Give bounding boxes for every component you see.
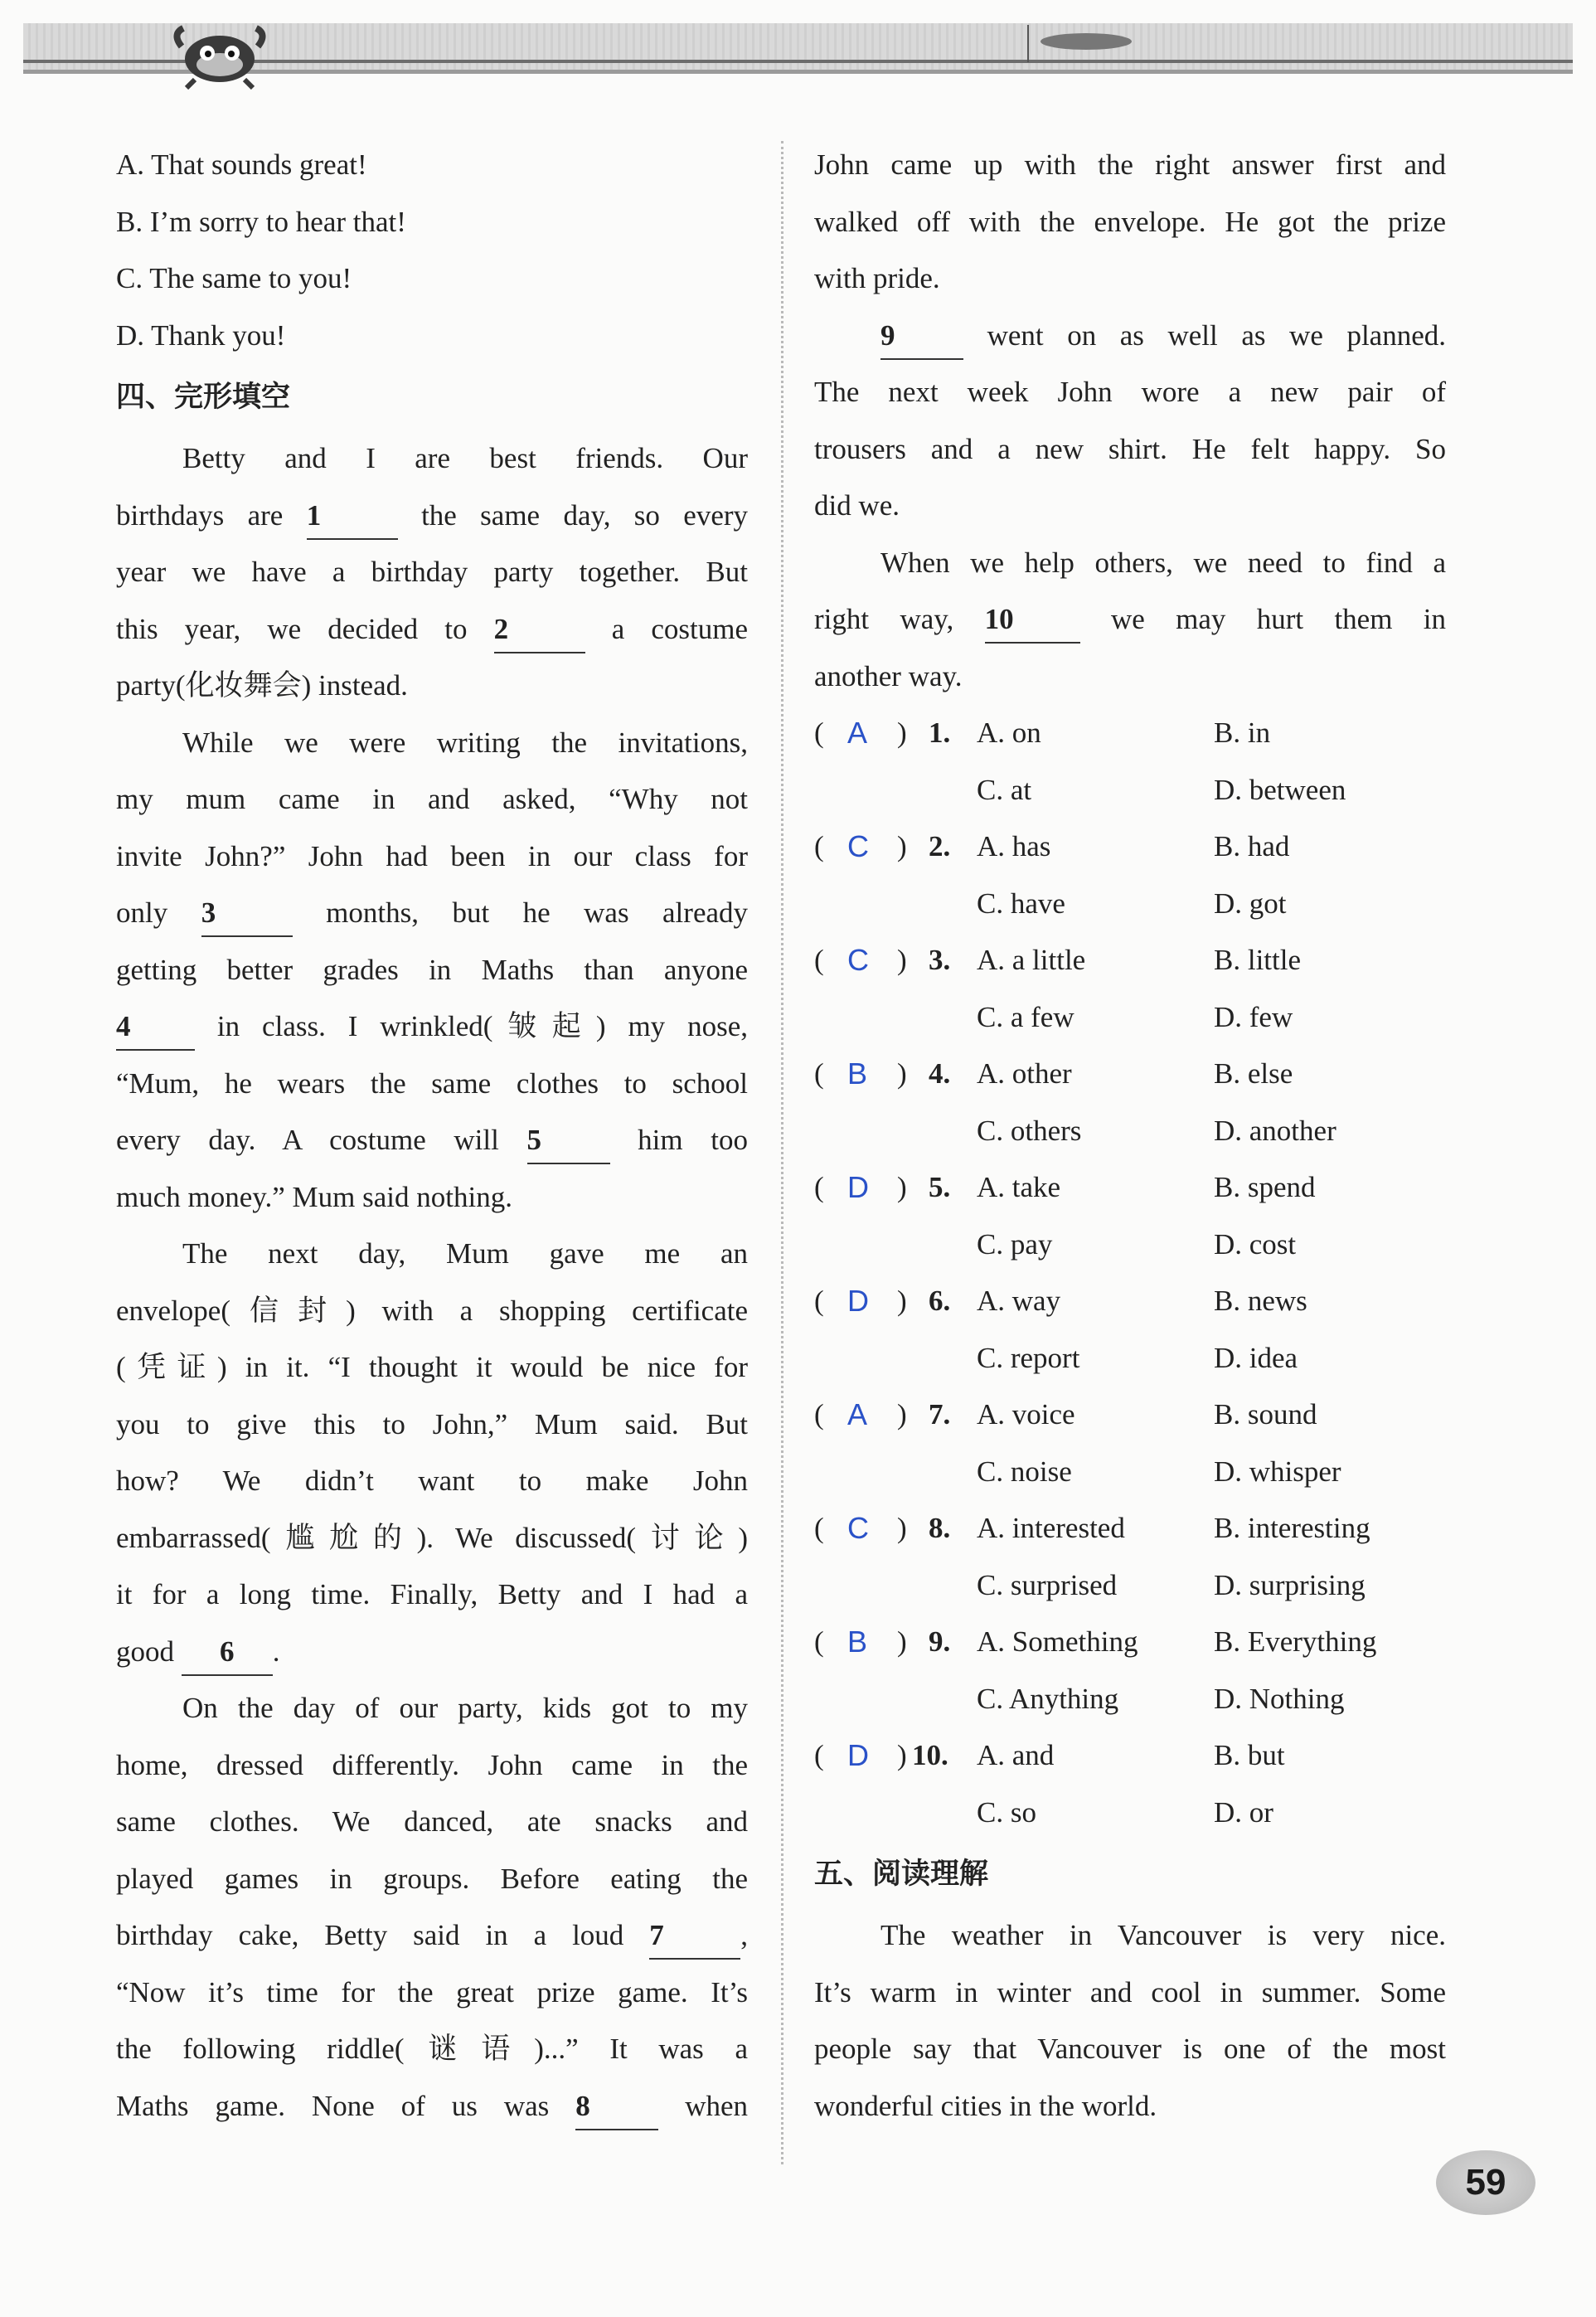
- question-row: [814, 1614, 1446, 1671]
- text-fragment: birthdays are: [116, 498, 284, 532]
- blank-5: 5: [527, 1120, 610, 1164]
- option-c: C. have: [977, 886, 1065, 920]
- paren-open: (: [814, 1625, 824, 1658]
- answer-mark: A: [847, 716, 868, 750]
- text-fragment: we may hurt them in: [1110, 603, 1447, 635]
- answer-mark: C: [847, 943, 869, 977]
- text-line: The weather in Vancouver is very nice.: [880, 1919, 1446, 1951]
- question-row: [814, 989, 1446, 1047]
- question-number: 5.: [929, 1171, 951, 1203]
- option-d: D. or: [1214, 1795, 1273, 1829]
- text-line: year we have a birthday party together. But: [116, 556, 748, 588]
- text-fragment: this year, we decided to: [116, 612, 468, 645]
- paren-open: (: [814, 1057, 824, 1090]
- paren-open: (: [814, 1398, 824, 1431]
- question-row: [814, 1217, 1446, 1274]
- question-number: 6.: [929, 1285, 951, 1317]
- text-fragment: Maths game. None of us was: [116, 2089, 550, 2122]
- text-fragment: ,: [740, 1919, 748, 1951]
- paren-close: ): [897, 1057, 907, 1090]
- option-prev-d: D. Thank you!: [116, 318, 286, 352]
- answer-mark: D: [847, 1170, 869, 1204]
- text-line: [116, 488, 748, 545]
- question-number: 4.: [929, 1057, 951, 1090]
- blank-3: 3: [201, 892, 293, 937]
- blank-9: 9: [880, 315, 963, 360]
- answer-mark: B: [847, 1056, 868, 1090]
- option-c: C. a few: [977, 1000, 1075, 1033]
- option-c: C. noise: [977, 1455, 1072, 1488]
- option-b: B. but: [1214, 1739, 1285, 1771]
- text-fragment: him too: [638, 1124, 748, 1156]
- section-title-cloze: 四、完形填空: [116, 381, 291, 414]
- text-line: invite John?” John had been in our class for: [116, 839, 748, 872]
- text-fragment: good: [116, 1635, 174, 1668]
- question-row: [814, 1387, 1446, 1444]
- text-line: The next day, Mum gave me an: [182, 1237, 748, 1270]
- blank-10: 10: [985, 599, 1080, 644]
- blank-6: 6: [182, 1631, 273, 1676]
- option-d: D. few: [1214, 1000, 1293, 1033]
- option-b: B. in: [1214, 716, 1271, 749]
- left-column: [116, 137, 748, 2135]
- option-d: D. between: [1214, 773, 1346, 806]
- text-line: walked off with the envelope. He got the prize: [814, 205, 1446, 238]
- text-line: [116, 998, 748, 1056]
- paren-close: ): [897, 1398, 907, 1431]
- text-line: The next week John wore a new pair of: [814, 376, 1446, 408]
- text-line: On the day of our party, kids got to my: [182, 1692, 748, 1724]
- question-row: [814, 1103, 1446, 1160]
- text-line: home, dressed differently. John came in the: [116, 1748, 748, 1781]
- text-fragment: .: [272, 1635, 280, 1668]
- text-line: [116, 2078, 748, 2135]
- question-number: 7.: [929, 1398, 951, 1431]
- text-line: [814, 308, 1446, 365]
- option-a: A. has: [977, 830, 1051, 862]
- option-c: C. Anything: [977, 1682, 1119, 1715]
- option-d: D. idea: [1214, 1341, 1298, 1374]
- question-row: [814, 1159, 1446, 1217]
- column-divider: [781, 141, 783, 2164]
- question-row: [814, 1727, 1446, 1785]
- question-row: [814, 705, 1446, 762]
- text-line: did we.: [814, 489, 900, 522]
- crab-mascot-icon: [170, 13, 269, 90]
- paren-close: ): [897, 1512, 907, 1544]
- option-a: A. voice: [977, 1398, 1075, 1431]
- text-line: John came up with the right answer first and: [814, 148, 1446, 181]
- page-number: 59: [1436, 2150, 1535, 2215]
- text-line: another way.: [814, 659, 963, 692]
- text-line: When we help others, we need to find a: [880, 546, 1446, 579]
- option-c: C. others: [977, 1114, 1082, 1147]
- text-fragment: in class. I wrinkled(皱起) my nose,: [216, 1010, 748, 1042]
- paren-close: ): [897, 716, 907, 749]
- blank-4: 4: [116, 1006, 195, 1051]
- option-a: A. and: [977, 1739, 1055, 1771]
- question-row: [814, 876, 1446, 933]
- text-line: [116, 1907, 748, 1965]
- header-deco-icon: [1020, 25, 1136, 62]
- question-row: [814, 818, 1446, 876]
- option-b: B. had: [1214, 830, 1290, 862]
- question-row: [814, 1330, 1446, 1387]
- text-line: my mum came in and asked, “Why not: [116, 783, 748, 815]
- question-row: [814, 932, 1446, 989]
- text-fragment: birthday cake, Betty said in a loud: [116, 1919, 624, 1951]
- option-a: A. a little: [977, 944, 1086, 976]
- option-b: B. Everything: [1214, 1625, 1377, 1658]
- blank-8: 8: [575, 2086, 658, 2130]
- question-row: [814, 1500, 1446, 1557]
- paren-open: (: [814, 1512, 824, 1544]
- option-d: D. whisper: [1214, 1455, 1341, 1488]
- question-row: [814, 762, 1446, 819]
- text-line: trousers and a new shirt. He felt happy. So: [814, 432, 1446, 465]
- text-line: you to give this to John,” Mum said. But: [116, 1407, 748, 1440]
- option-b: B. interesting: [1214, 1512, 1370, 1544]
- question-row: [814, 1785, 1446, 1842]
- paren-open: (: [814, 1285, 824, 1317]
- paren-close: ): [897, 944, 907, 976]
- option-a: A. other: [977, 1057, 1072, 1090]
- question-number: 3.: [929, 944, 951, 976]
- text-line: (凭证) in it. “I thought it would be nice for: [116, 1351, 748, 1383]
- blank-7: 7: [649, 1915, 740, 1960]
- option-b: B. sound: [1214, 1398, 1317, 1431]
- text-line: people say that Vancouver is one of the most: [814, 2033, 1446, 2065]
- text-line: [814, 591, 1446, 648]
- text-line: with pride.: [814, 262, 940, 294]
- option-c: C. surprised: [977, 1568, 1118, 1601]
- text-fragment: every day. A costume will: [116, 1124, 499, 1156]
- question-number: 2.: [929, 830, 951, 862]
- question-row: [814, 1046, 1446, 1103]
- option-b: B. spend: [1214, 1171, 1316, 1203]
- paren-open: (: [814, 830, 824, 862]
- text-fragment: went on as well as we planned.: [987, 318, 1446, 352]
- text-line: embarrassed(尴尬的). We discussed(讨论): [116, 1521, 748, 1554]
- option-d: D. another: [1214, 1114, 1336, 1147]
- text-line: how? We didn’t want to make John: [116, 1465, 748, 1497]
- answer-mark: D: [847, 1284, 869, 1318]
- option-prev-b: B. I’m sorry to hear that!: [116, 205, 406, 238]
- question-row: [814, 1671, 1446, 1728]
- paren-open: (: [814, 944, 824, 976]
- answer-mark: A: [847, 1397, 868, 1431]
- option-c: C. so: [977, 1795, 1036, 1829]
- text-line: played games in groups. Before eating the: [116, 1862, 748, 1895]
- text-fragment: a costume: [611, 612, 749, 645]
- text-line: party(化妆舞会) instead.: [116, 669, 408, 702]
- text-fragment: when: [685, 2089, 749, 2122]
- text-line: envelope(信封) with a shopping certificate: [116, 1294, 748, 1327]
- option-prev-a: A. That sounds great!: [116, 148, 367, 181]
- question-list: [814, 705, 1446, 1841]
- answer-mark: C: [847, 1511, 869, 1545]
- option-b: B. else: [1214, 1057, 1293, 1090]
- paren-open: (: [814, 1171, 824, 1203]
- question-number: 9.: [929, 1625, 951, 1658]
- option-a: A. take: [977, 1171, 1061, 1203]
- text-fragment: months, but he was already: [326, 896, 749, 929]
- paren-open: (: [814, 716, 824, 749]
- option-d: D. got: [1214, 886, 1287, 920]
- paren-close: ): [897, 1739, 907, 1771]
- paren-close: ): [897, 1625, 907, 1658]
- option-a: A. way: [977, 1285, 1061, 1317]
- text-line: Betty and I are best friends. Our: [182, 442, 748, 474]
- text-line: wonderful cities in the world.: [814, 2089, 1157, 2122]
- option-c: C. at: [977, 773, 1032, 806]
- text-fragment: the same day, so every: [421, 498, 749, 532]
- text-line: “Mum, he wears the same clothes to school: [116, 1066, 748, 1100]
- text-line: the following riddle(谜语)...” It was a: [116, 2033, 748, 2065]
- text-line: it for a long time. Finally, Betty and I had a: [116, 1578, 748, 1610]
- option-b: B. little: [1214, 944, 1301, 976]
- answer-mark: D: [847, 1738, 869, 1772]
- paren-close: ): [897, 1285, 907, 1317]
- question-number: 8.: [929, 1512, 951, 1544]
- paren-close: ): [897, 830, 907, 862]
- blank-2: 2: [494, 609, 585, 653]
- question-row: [814, 1273, 1446, 1330]
- text-line: same clothes. We danced, ate snacks and: [116, 1805, 748, 1838]
- text-fragment: right way,: [814, 603, 954, 635]
- section-title-reading: 五、阅读理解: [814, 1858, 989, 1891]
- option-a: A. on: [977, 716, 1041, 749]
- option-b: B. news: [1214, 1285, 1307, 1317]
- question-number: 1.: [929, 716, 951, 749]
- question-row: [814, 1557, 1446, 1615]
- text-line: While we were writing the invitations,: [182, 726, 748, 759]
- text-line: [116, 1624, 748, 1681]
- text-line: much money.” Mum said nothing.: [116, 1180, 512, 1213]
- option-a: A. Something: [977, 1625, 1138, 1658]
- right-column: [814, 137, 1446, 2135]
- text-fragment: only: [116, 896, 168, 929]
- text-line: “Now it’s time for the great prize game. It’s: [116, 1975, 748, 2009]
- text-line: [116, 885, 748, 942]
- option-a: A. interested: [977, 1512, 1125, 1544]
- option-c: C. pay: [977, 1227, 1053, 1261]
- paren-open: (: [814, 1739, 824, 1771]
- text-line: getting better grades in Maths than anyone: [116, 953, 748, 986]
- text-line: [116, 1112, 748, 1169]
- option-d: D. Nothing: [1214, 1682, 1345, 1715]
- option-prev-c: C. The same to you!: [116, 262, 352, 294]
- blank-1: 1: [307, 495, 398, 540]
- option-d: D. cost: [1214, 1227, 1297, 1261]
- text-line: It’s warm in winter and cool in summer. Some: [814, 1975, 1446, 2009]
- answer-mark: B: [847, 1625, 868, 1659]
- answer-mark: C: [847, 829, 869, 863]
- option-c: C. report: [977, 1341, 1080, 1374]
- question-number: 10.: [912, 1739, 948, 1771]
- option-d: D. surprising: [1214, 1568, 1366, 1601]
- paren-close: ): [897, 1171, 907, 1203]
- text-line: [116, 601, 748, 658]
- question-row: [814, 1444, 1446, 1501]
